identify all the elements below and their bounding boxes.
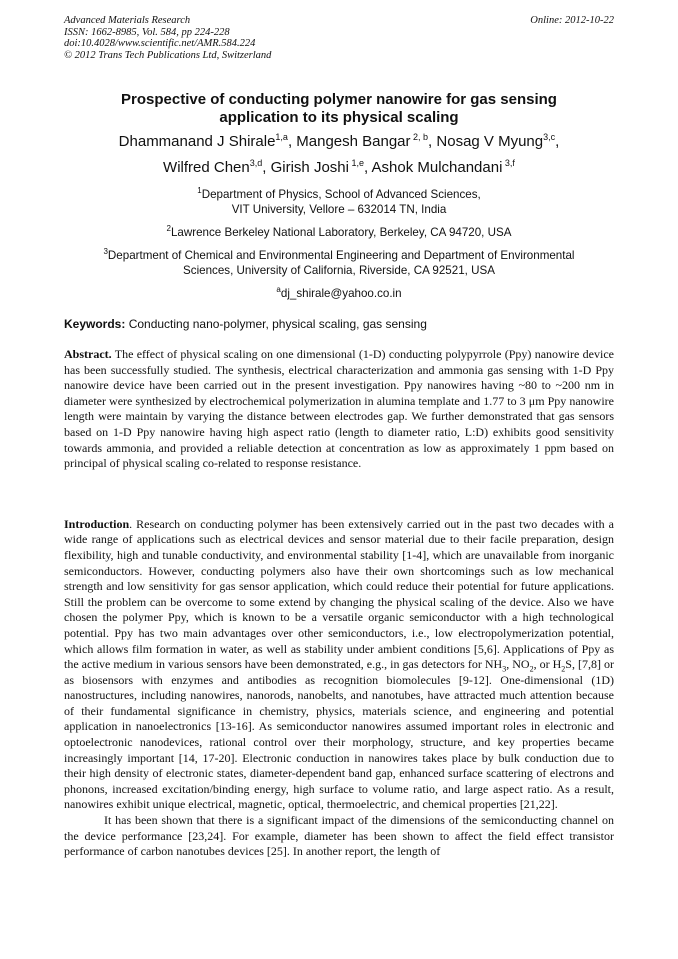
abstract: [64, 347, 614, 472]
author-list: [64, 129, 614, 181]
subscript: 2: [561, 664, 566, 674]
author-name: Nosag V Myung: [436, 133, 544, 150]
author-name: Ashok Mulchandani: [371, 159, 503, 176]
body-text: , or H: [533, 657, 562, 672]
author-separator: ,: [262, 159, 271, 176]
author-superscript: 2, b: [410, 132, 429, 142]
author-superscript: 3,c: [543, 132, 556, 142]
affiliation-line: VIT University, Vellore – 632014 TN, India: [231, 203, 447, 216]
affiliation-1: [64, 187, 614, 217]
author-name: Wilfred Chen: [163, 159, 250, 176]
keywords: [64, 317, 614, 332]
online-date: Online: 2012-10-22: [530, 15, 614, 26]
body-text: . Research on conducting polymer has been extensively carried out in the past two decades with a wide range of applications such as electrical devices and sensor material due to their facile preparation, design flexibility, high and tunable conductivity, and environmental stability [1-4], which are unavailable from inorganic semiconductors. However, conducting polymers also have their own shortcomings such as low mechanical strength and low sensitivity for gas sensor application, which could reduce their potential for future applications. Still the problem can be overcome to some extend by changing the physical scaling of the device. Also we have chosen the polymer Ppy, which is known to be a versatile organic semiconductor with a high technological potential. Ppy has two main advantages over other semiconductors, i.e., low electropolymerization potential, which allows film formation in water, as well as stability under ambient conditions [5,6]. Applications of Ppy as the active medium in various sensors have been demonstrated, e.g., in gas detectors for NH: [64, 516, 614, 672]
affiliation-3: [64, 248, 614, 278]
body-text: S, [7,8] or as biosensors with enzymes and antibodies as recognition biomolecules [9-12]. One-dimensional (1D) nanostructures, including nanowires, nanorods, nanobelts, and nanotubes, have attracted much attention because of their fundamental significance in chemistry, physics, materials science, and engineering and potential application in nanoelectronics [13-16]. As semiconductor nanowires assumed important roles in electronic and optoelectronic nanodevices, rational control over their morphology, structure, and key properties became increasingly important [14, 17-20]. Electronic conduction in nanowires takes place by bulk conduction due to their high density of electronic states, diameter-dependent band gap, enhanced surface scattering of electrons and phonons, increased excitation/binding energy, high surface to volume ratio, and large aspect ratio. As a result, nanowires exhibit unique electrical, magnetic, optical, thermoelectric, and chemical properties [21,22].: [64, 657, 614, 812]
keywords-label: Keywords:: [64, 317, 126, 331]
author-superscript: 1,e: [348, 158, 364, 168]
keywords-text: Conducting nano-polymer, physical scaling, gas sensing: [125, 317, 427, 331]
affiliation-line: Lawrence Berkeley National Laboratory, Berkeley, CA 94720, USA: [170, 226, 512, 239]
affiliation-marker: 3: [103, 247, 108, 257]
affiliation-line: Department of Physics, School of Advanced Sciences,: [201, 188, 481, 201]
journal-name: Advanced Materials Research: [64, 15, 191, 26]
paper-title: Prospective of conducting polymer nanowire for gas sensing application to its physical scaling: [121, 91, 557, 126]
author-name: Mangesh Bangar: [296, 133, 411, 150]
affiliation-marker: a: [276, 285, 281, 295]
affiliation-2: [64, 225, 614, 240]
author-separator: ,: [287, 133, 297, 150]
author-separator: ,: [428, 133, 437, 150]
affiliation-line: Sciences, University of California, Riverside, CA 92521, USA: [183, 264, 495, 277]
abstract-text: The effect of physical scaling on one dimensional (1-D) conducting polypyrrole (Ppy) nanowire device has been successfully studied. The synthesis, electrical characterization and ammonia gas sensing with 1-D Ppy nanowire device have been carried out in the present investigation. Ppy nanowires having ~80 to ~200 nm in diameter were synthesized by electrochemical polymerization in alumina template and 1.77 to 3 μm Ppy nanowire length were maintain by varying the distance between electrodes gap. We further demonstrated that gas sensors based on 1-D Ppy nanowire having high aspect ratio (length to diameter ratio, L:D) exhibits good sensitivity towards ammonia, and provided a reliable detection at concentration as low as approximately 1 ppm based on principal of physical scaling co-related to response resistance.: [64, 347, 614, 471]
second-paragraph: [64, 813, 614, 860]
subscript: 3: [502, 664, 507, 674]
author-separator: ,: [363, 159, 372, 176]
author-separator: ,: [555, 133, 560, 150]
email-address: dj_shirale@yahoo.co.in: [280, 287, 402, 300]
author-superscript: 1,a: [275, 132, 288, 142]
introduction-paragraph: [64, 517, 614, 813]
corresponding-email: [64, 286, 614, 301]
journal-header: [64, 15, 614, 61]
introduction-label: Introduction: [64, 516, 130, 531]
affiliation-line: Department of Chemical and Environmental Engineering and Department of Environmental: [107, 249, 575, 262]
author-name: Dhammanand J Shirale: [118, 133, 276, 150]
author-superscript: 3,f: [502, 158, 515, 168]
issn-line: ISSN: 1662-8985, Vol. 584, pp 224-228: [64, 26, 230, 38]
doi-line: doi:10.4028/www.scientific.net/AMR.584.224: [64, 38, 256, 49]
affiliation-marker: 2: [166, 224, 171, 234]
author-name: Girish Joshi: [270, 159, 349, 176]
subscript: 2: [529, 664, 534, 674]
body-text: It has been shown that there is a significant impact of the dimensions of the semiconducting channel on the device performance [23,24]. For example, diameter has been shown to affect the field effect transistor performance of carbon nanotubes devices [25]. In another report, the length of: [64, 813, 614, 859]
copyright-line: © 2012 Trans Tech Publications Ltd, Switzerland: [64, 49, 272, 61]
abstract-label: Abstract.: [64, 347, 112, 361]
affiliation-marker: 1: [197, 186, 202, 196]
body-text: , NO: [506, 657, 530, 672]
author-superscript: 3,d: [249, 158, 263, 168]
